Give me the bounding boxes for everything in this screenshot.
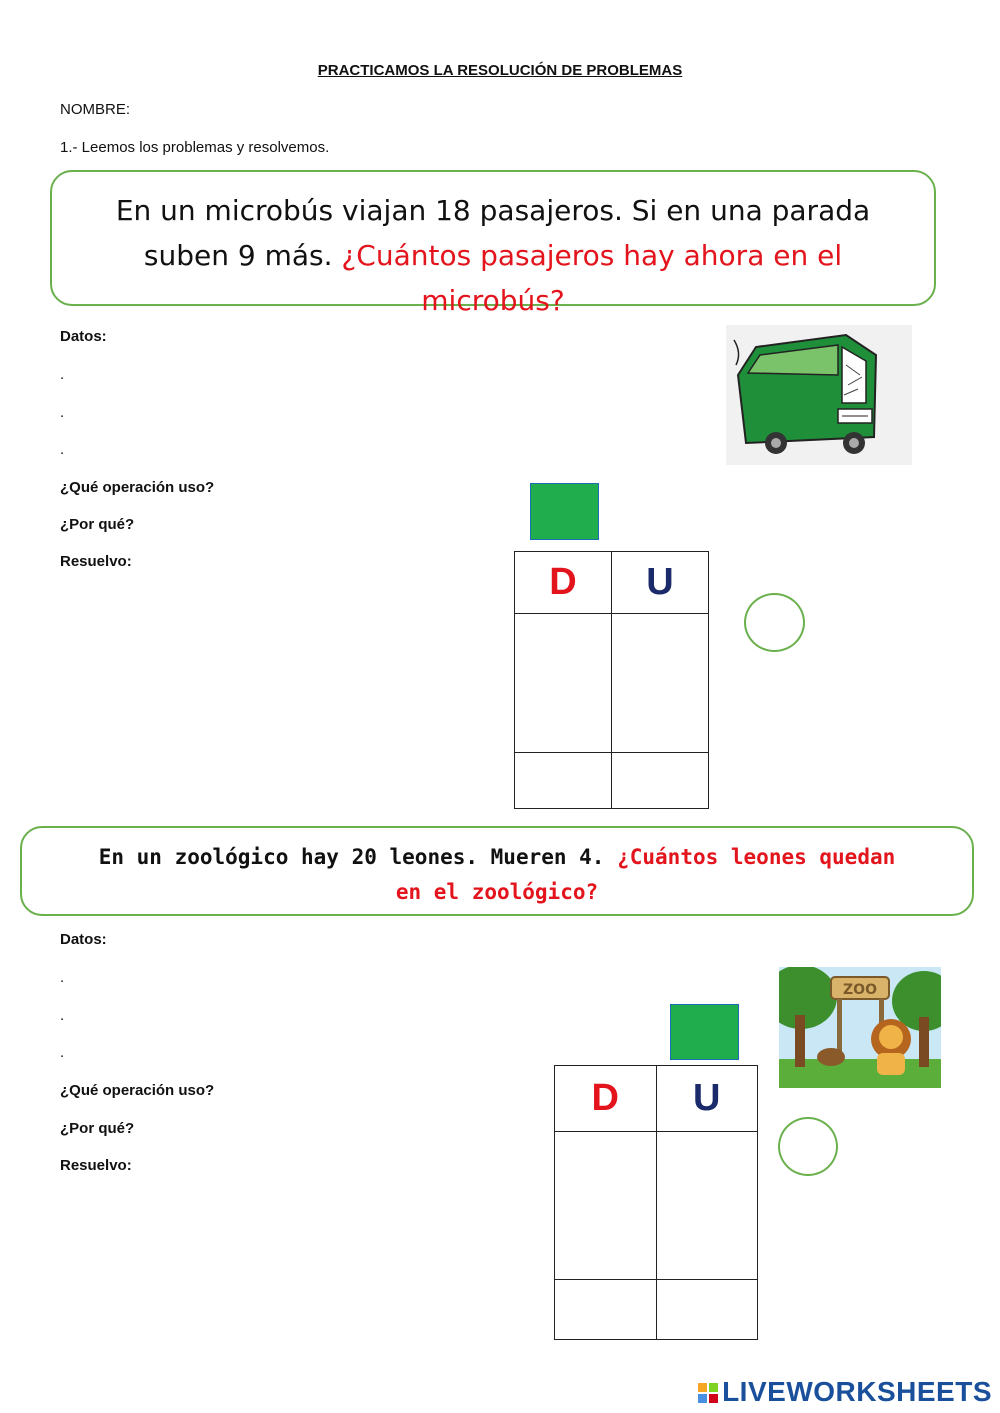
place-value-table [514,551,709,809]
name-label: NOMBRE: [60,101,131,118]
units-operands-cell[interactable] [612,614,709,753]
problem2-bullet: . [60,1007,65,1024]
problem2-question: ¿Cuántos leones quedan en el zoológico? [395,845,896,904]
units-result-cell[interactable] [612,753,709,809]
problem2-box [20,826,974,916]
place-value-table [554,1065,758,1340]
liveworksheets-icon [698,1383,718,1403]
zoo-sign-text: ZOO [843,982,877,998]
problem1-question: ¿Cuántos pasajeros hay ahora en el microbús? [341,239,843,317]
units-header: U [656,1066,758,1132]
tens-result-cell[interactable] [515,753,612,809]
problem2-bullet: . [60,1044,65,1061]
units-header: U [612,552,709,614]
bus-icon [726,325,912,465]
operation-sign-box[interactable] [670,1004,739,1060]
bus-illustration [726,325,912,465]
tens-operands-cell[interactable] [555,1132,657,1280]
instruction: 1.- Leemos los problemas y resolvemos. [60,139,330,156]
problem2-statement: En un zoológico hay 20 leones. Mueren 4. [98,845,605,869]
tens-result-cell[interactable] [555,1280,657,1340]
zoo-illustration [779,967,941,1088]
problem1-bullet: . [60,404,65,421]
answer-circle[interactable] [744,593,805,652]
operation-sign-box[interactable] [530,483,599,540]
problem2-operation-label: ¿Qué operación uso? [60,1082,215,1099]
tens-operands-cell[interactable] [515,614,612,753]
problem1-bullet: . [60,366,65,383]
liveworksheets-logo[interactable] [698,1376,992,1408]
units-result-cell[interactable] [656,1280,758,1340]
problem2-bullet: . [60,969,65,986]
problem1-datos-label: Datos: [60,328,107,345]
answer-circle[interactable] [778,1117,838,1176]
zoo-icon [779,967,941,1088]
problem1-operation-label: ¿Qué operación uso? [60,479,215,496]
problem1-bullet: . [60,441,65,458]
problem2-solve-label: Resuelvo: [60,1157,132,1174]
problem1-why-label: ¿Por qué? [60,516,135,533]
page-title: PRACTICAMOS LA RESOLUCIÓN DE PROBLEMAS [317,62,683,79]
brand-name: LIVEWORKSHEETS [722,1376,992,1407]
problem2-why-label: ¿Por qué? [60,1120,135,1137]
problem1-solve-label: Resuelvo: [60,553,132,570]
tens-header: D [515,552,612,614]
tens-header: D [555,1066,657,1132]
units-operands-cell[interactable] [656,1132,758,1280]
problem1-box [50,170,936,317]
problem2-datos-label: Datos: [60,931,107,948]
problem1-statement: En un microbús viajan 18 pasajeros. Si en una parada suben 9 más. [115,194,871,272]
